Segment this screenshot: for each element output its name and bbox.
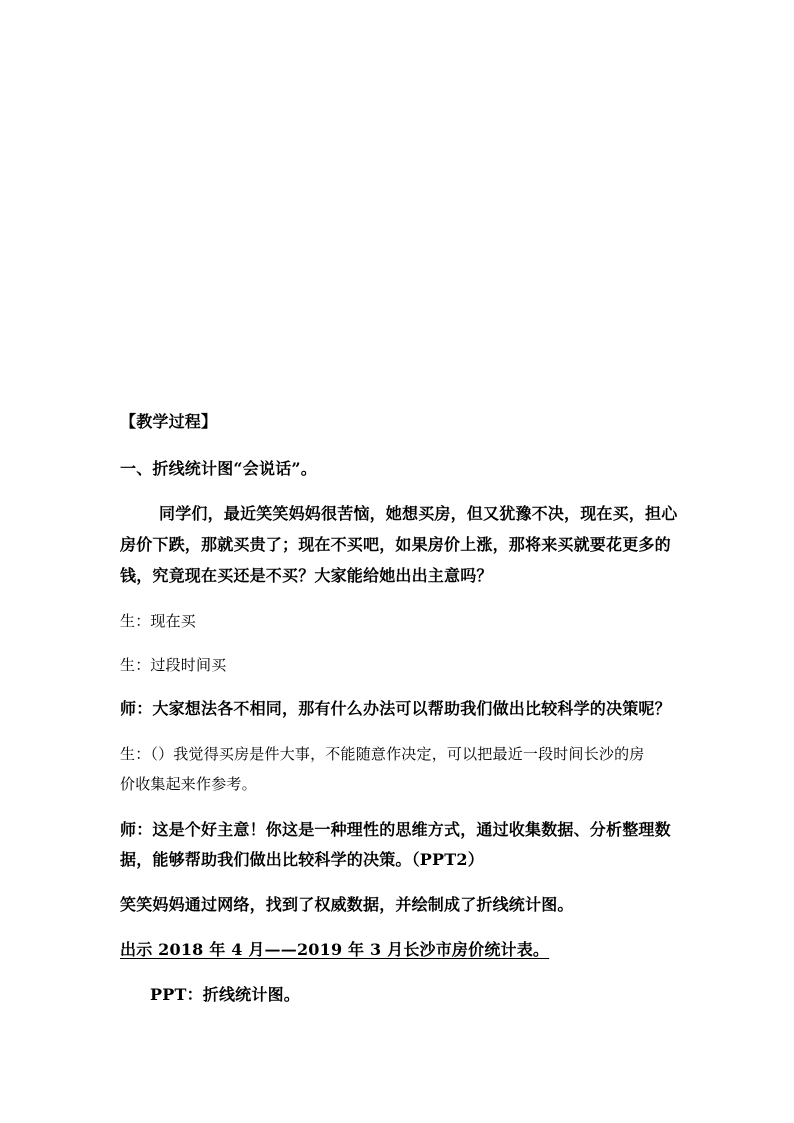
intro-paragraph-line-2: 房价下跌，那就买贵了；现在不买吧，如果房价上涨，那将来买就要花更多的 [120,535,671,554]
teacher-question: 师：大家想法各不相同，那有什么办法可以帮助我们做出比较科学的决策呢？ [120,699,671,718]
ppt-line: PPT：折线统计图。 [150,985,300,1004]
display-line: 出示 2018 年 4 月——2019 年 3 月长沙市房价统计表。 [120,940,550,959]
student-reply-3-line-2: 价收集起来作参考。 [120,775,257,793]
subheading: 一、折线统计图“会说话”。 [120,459,318,478]
student-reply-2: 生：过段时间买 [120,656,227,674]
intro-paragraph-line-3: 钱，究竟现在买还是不买？大家能给她出出主意吗？ [120,566,493,585]
section-heading: 【教学过程】 [120,412,218,431]
student-reply-1: 生：现在买 [120,612,197,630]
teacher-reply-line-2: 据，能够帮助我们做出比较科学的决策。（PPT2） [120,850,484,869]
teacher-reply-line-1: 师：这是个好主意！你这是一种理性的思维方式，通过收集数据、分析整理数 [120,820,671,839]
student-reply-3-line-1: 生：（）我觉得买房是件大事，不能随意作决定，可以把最近一段时间长沙的房 [120,745,645,763]
narration: 笑笑妈妈通过网络，找到了权威数据，并绘制成了折线统计图。 [120,895,574,914]
intro-paragraph-line-1: 同学们，最近笑笑妈妈很苦恼，她想买房，但又犹豫不决，现在买，担心 [159,504,678,523]
